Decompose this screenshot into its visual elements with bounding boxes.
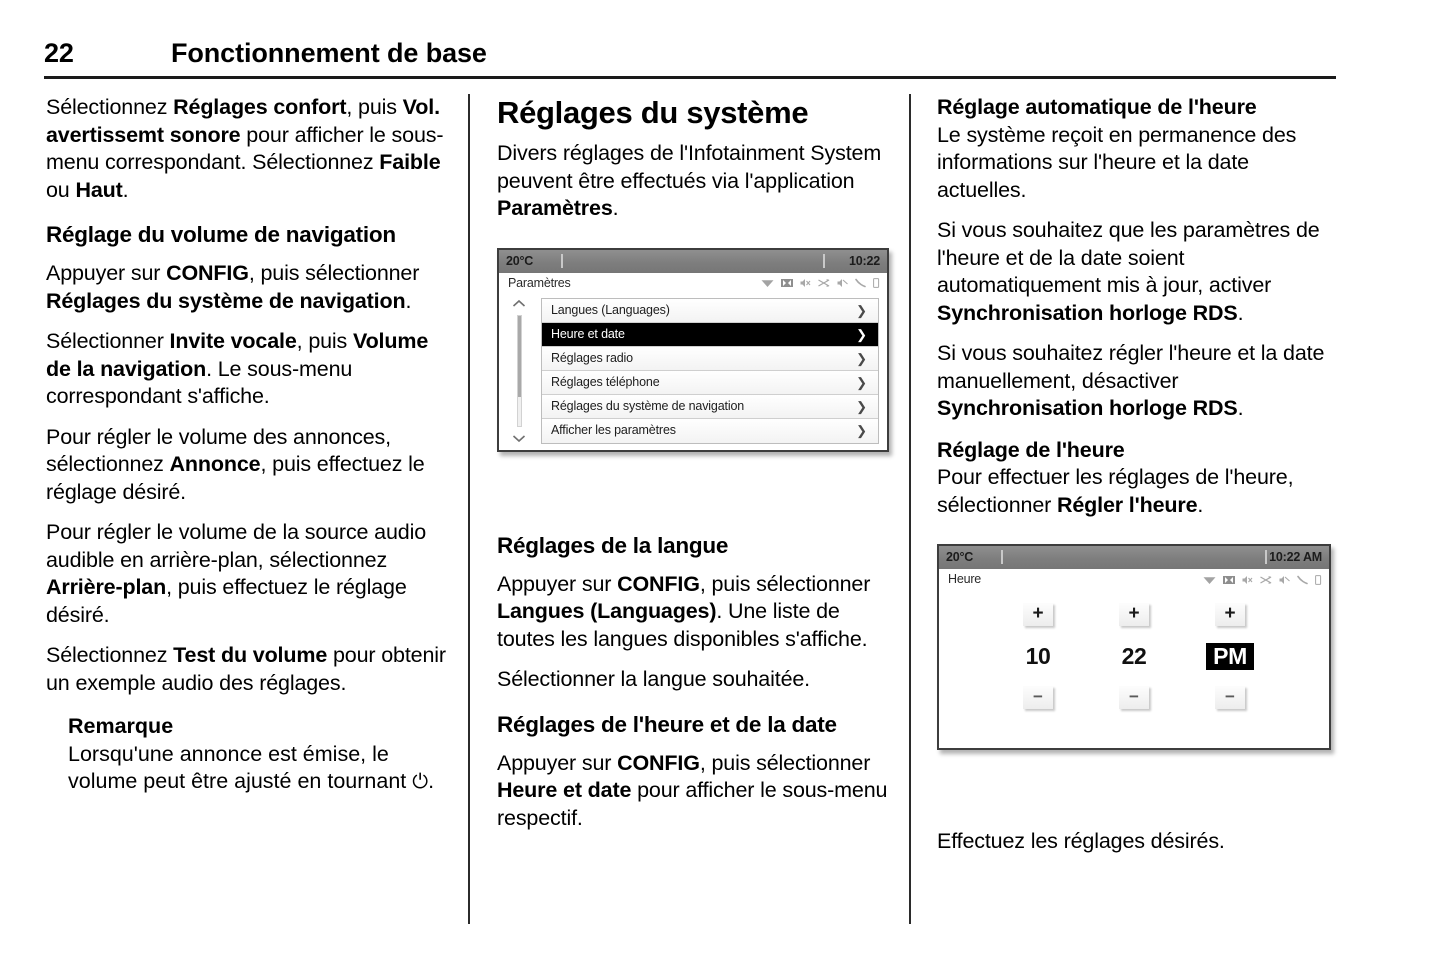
paragraph-language-config	[497, 571, 900, 654]
text-fragment: , puis	[296, 329, 353, 353]
time-setting-area	[939, 591, 1329, 748]
heading-navigation-volume: Réglage du volume de navigation	[46, 222, 396, 247]
hour-decrease-button[interactable]: −	[1023, 686, 1053, 709]
emphasis-term: Vol. avertissemt sonore	[46, 95, 440, 147]
paragraph-announcement-volume	[46, 424, 449, 507]
shuffle-icon	[1260, 575, 1272, 585]
clock-display: 10:22	[849, 253, 880, 268]
speaker-off-icon	[1279, 575, 1290, 585]
wifi-icon	[1203, 575, 1216, 585]
paragraph-auto-time-intro: Le système reçoit en permanence des informations sur l'heure et la date actuelles.	[937, 122, 1297, 202]
scrollbar-track[interactable]	[517, 315, 522, 427]
emphasis-term: Volume de la navigation	[46, 329, 429, 381]
text-fragment: Pour effectuer les réglages de l'heure, sélectionner	[937, 465, 1294, 517]
menu-item-navigation-settings[interactable]	[542, 395, 878, 419]
figure-settings-menu	[497, 248, 900, 452]
menu-item-label: Réglages radio	[551, 350, 633, 365]
meridiem-increase-button[interactable]: +	[1215, 603, 1245, 626]
infotainment-screen-time	[937, 544, 1331, 750]
figure-spacing	[497, 452, 900, 532]
emphasis-term: CONFIG	[617, 571, 700, 596]
emphasis-term: Régler l'heure	[1056, 492, 1198, 517]
status-separator	[1265, 550, 1267, 564]
settings-menu-area	[499, 295, 887, 452]
text-fragment: Si vous souhaitez régler l'heure et la date manuellement, désactiver	[937, 341, 1325, 393]
menu-item-label: Heure et date	[551, 326, 625, 341]
text-fragment: .	[122, 177, 129, 202]
paragraph-enable-rds-sync	[937, 217, 1340, 327]
text-fragment: .	[1237, 300, 1244, 325]
note-body	[68, 741, 449, 796]
time-field-meridiem	[1193, 603, 1267, 709]
column-left	[46, 94, 449, 796]
shuffle-icon	[818, 278, 830, 288]
note-block	[68, 713, 449, 796]
note-title: Remarque	[68, 714, 174, 738]
app-bar	[499, 273, 887, 295]
text-fragment: , puis effectuez le réglage désiré.	[46, 575, 407, 627]
emphasis-term: Synchronisation horloge RDS	[937, 396, 1238, 420]
chevron-up-icon[interactable]	[512, 299, 526, 309]
menu-item-radio-settings[interactable]	[542, 347, 878, 371]
emphasis-term: Invite vocale	[169, 329, 297, 353]
text-fragment: Appuyer sur	[497, 750, 618, 775]
paragraph-system-intro	[497, 140, 900, 223]
status-separator	[1001, 550, 1003, 564]
text-fragment: , puis effectuez le réglage désiré.	[46, 452, 425, 504]
meridiem-value[interactable]: PM	[1206, 643, 1254, 670]
text-fragment: Sélectionnez	[46, 95, 174, 119]
text-fragment: , puis	[346, 95, 403, 119]
battery-icon	[1315, 575, 1322, 585]
text-fragment: ou	[46, 177, 76, 202]
chevron-right-icon: ❯	[856, 422, 867, 438]
paragraph-background-volume	[46, 519, 449, 629]
status-bar	[939, 546, 1329, 569]
speaker-off-icon	[837, 278, 848, 288]
meridiem-decrease-button[interactable]: −	[1215, 686, 1245, 709]
heading-time-date-settings: Réglages de l'heure et de la date	[497, 711, 837, 737]
text-fragment: . Le sous-menu correspondant s'affiche.	[46, 356, 353, 408]
column-divider-left	[468, 94, 470, 924]
chevron-right-icon: ❯	[856, 326, 867, 342]
text-fragment: .	[1197, 492, 1204, 517]
chevron-right-icon: ❯	[856, 302, 867, 318]
outside-temperature: 20°C	[946, 550, 974, 564]
emphasis-term: Annonce	[169, 452, 261, 476]
text-fragment: pour afficher le sous-menu correspondant. Sélectionnez	[46, 122, 444, 174]
figure-spacing	[937, 750, 1340, 828]
text-fragment: Si vous souhaitez que les paramètres de l'heure et de la date soient automatiquement mis à jour, activer	[937, 218, 1320, 297]
app-title: Paramètres	[508, 275, 571, 290]
paragraph-press-config	[46, 260, 449, 315]
paragraph-disable-rds-sync	[937, 340, 1340, 423]
menu-item-phone-settings[interactable]	[542, 371, 878, 395]
status-icon-tray	[1203, 572, 1322, 587]
time-field-group	[1001, 603, 1267, 709]
menu-item-label: Réglages du système de navigation	[551, 398, 745, 413]
column-middle	[497, 94, 900, 845]
emphasis-term: Langues (Languages)	[497, 599, 717, 623]
emphasis-term: Réglages confort	[173, 95, 347, 119]
emphasis-term: Arrière-plan	[46, 575, 167, 599]
paragraph-time-date-config	[497, 750, 900, 833]
mute-icon	[800, 278, 811, 288]
text-fragment: Sélectionner	[46, 329, 170, 353]
emphasis-term: CONFIG	[166, 261, 249, 285]
media-icon	[1223, 575, 1235, 585]
outside-temperature: 20°C	[506, 253, 534, 268]
text-fragment: .	[612, 196, 619, 220]
hour-value[interactable]: 10	[1025, 643, 1051, 669]
page-header	[44, 38, 1336, 78]
scrollbar-thumb[interactable]	[518, 316, 521, 397]
menu-scrollbar[interactable]	[507, 299, 533, 443]
chevron-down-icon[interactable]	[512, 433, 526, 443]
text-fragment: Pour régler le volume des annonces, sélectionnez	[46, 424, 391, 476]
menu-item-display-settings[interactable]	[542, 419, 878, 443]
status-separator	[823, 254, 825, 268]
menu-item-time-and-date[interactable]	[542, 323, 878, 347]
menu-item-languages[interactable]	[542, 299, 878, 323]
mute-icon	[1242, 575, 1253, 585]
paragraph-voice-prompt	[46, 328, 449, 411]
power-icon: ⏻	[412, 769, 429, 793]
heading-automatic-time: Réglage automatique de l'heure	[937, 95, 1257, 119]
text-fragment: , puis sélectionner	[699, 750, 871, 775]
text-fragment: . Une liste de toutes les langues disponibles s'affiche.	[497, 599, 868, 651]
emphasis-term: Faible	[379, 150, 441, 174]
menu-item-label: Langues (Languages)	[551, 302, 670, 317]
app-bar	[939, 569, 1329, 591]
emphasis-term: Paramètres	[497, 196, 613, 220]
text-fragment: , puis sélectionner	[699, 571, 871, 596]
time-field-hour	[1001, 603, 1075, 709]
text-fragment: .	[405, 288, 412, 313]
clock-display: 10:22 AM	[1269, 550, 1322, 564]
status-separator	[561, 254, 563, 268]
column-divider-right	[909, 94, 911, 924]
hour-increase-button[interactable]: +	[1023, 603, 1053, 626]
phone-icon	[1297, 575, 1308, 585]
text-fragment: Divers réglages de l'Infotainment System peuvent être effectués via l'application	[497, 141, 882, 193]
page-number: 22	[44, 38, 74, 68]
status-bar	[499, 250, 887, 273]
text-fragment: .	[428, 769, 435, 793]
text-fragment: Sélectionnez	[46, 643, 174, 667]
text-fragment: pour afficher le sous-menu respectif.	[497, 778, 888, 830]
minute-value[interactable]: 22	[1121, 643, 1147, 669]
figure-time-setting	[937, 544, 1340, 750]
minute-increase-button[interactable]: +	[1119, 603, 1149, 626]
infotainment-screen-settings	[497, 248, 889, 452]
column-right	[937, 94, 1340, 869]
paragraph-set-time	[937, 464, 1340, 519]
minute-decrease-button[interactable]: −	[1119, 686, 1149, 709]
chevron-right-icon: ❯	[856, 398, 867, 414]
chevron-right-icon: ❯	[856, 350, 867, 366]
wifi-icon	[761, 278, 774, 288]
paragraph-closing: Effectuez les réglages désirés.	[937, 829, 1225, 853]
menu-item-label: Afficher les paramètres	[551, 422, 676, 437]
text-fragment: , puis sélectionner	[248, 261, 420, 285]
emphasis-term: Heure et date	[497, 778, 632, 802]
paragraph-select-language: Sélectionner la langue souhaitée.	[497, 667, 811, 691]
text-fragment: Appuyer sur	[46, 261, 167, 285]
text-fragment: pour obtenir un exemple audio des réglages.	[46, 643, 446, 695]
time-field-minute	[1097, 603, 1171, 709]
heading-system-settings: Réglages du système	[497, 95, 809, 130]
emphasis-term: CONFIG	[617, 750, 700, 775]
emphasis-term: Haut	[75, 177, 123, 202]
text-fragment: .	[1237, 396, 1244, 420]
text-fragment: Appuyer sur	[497, 571, 618, 596]
paragraph-comfort-settings	[46, 94, 449, 204]
phone-icon	[855, 278, 866, 288]
emphasis-term: Synchronisation horloge RDS	[937, 300, 1238, 325]
battery-icon	[873, 278, 880, 288]
page-title: Fonctionnement de base	[171, 38, 487, 68]
menu-item-label: Réglages téléphone	[551, 374, 660, 389]
paragraph-volume-test	[46, 642, 449, 697]
status-icon-tray	[761, 276, 880, 291]
text-fragment: Lorsqu'une annonce est émise, le volume peut être ajusté en tournant	[68, 741, 413, 793]
header-divider	[44, 76, 1336, 79]
settings-menu-list	[541, 298, 879, 444]
emphasis-term: Réglages du système de navigation	[46, 288, 406, 313]
heading-language-settings: Réglages de la langue	[497, 532, 729, 558]
chevron-right-icon: ❯	[856, 374, 867, 390]
heading-set-time: Réglage de l'heure	[937, 437, 1125, 462]
app-title: Heure	[948, 572, 982, 586]
text-fragment: Pour régler le volume de la source audio audible en arrière-plan, sélectionnez	[46, 520, 427, 572]
media-icon	[781, 278, 793, 288]
emphasis-term: Test du volume	[173, 643, 328, 667]
